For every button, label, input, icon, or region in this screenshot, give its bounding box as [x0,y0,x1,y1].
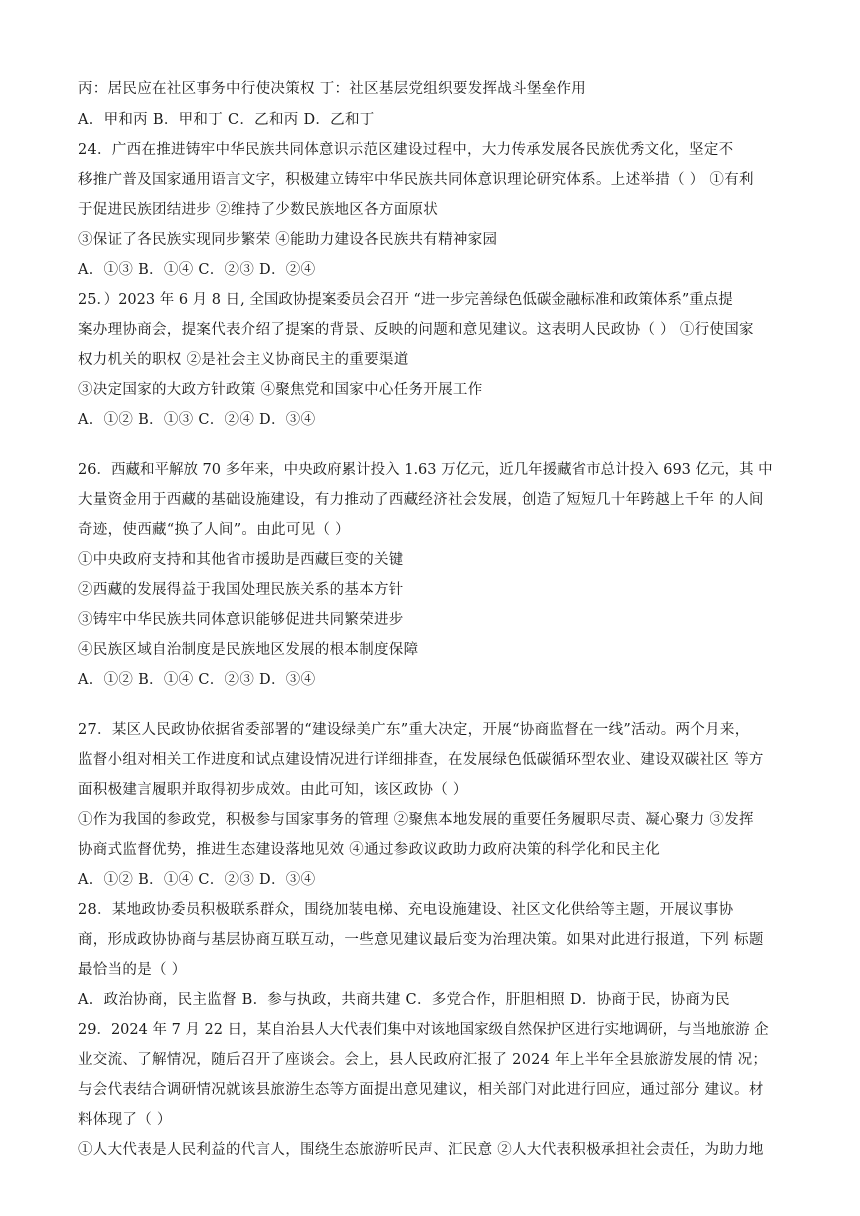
answer-options: A．①② B．①③ C．②④ D．③④ [78,412,316,428]
text-line: ②西藏的发展得益于我国处理民族关系的基本方针 [78,582,404,598]
text-line: 最恰当的是（ ） [78,962,187,978]
text-line: 协商式监督优势，推进生态建设落地见效 ④通过参政议政助力政府决策的科学化和民主化 [78,842,661,858]
question-24-stem: 24．广西在推进铸牢中华民族共同体意识示范区建设过程中，大力传承发展各民族优秀文化，坚定不 [78,142,734,158]
text-line: 权力机关的职权 ②是社会主义协商民主的重要渠道 [78,352,409,368]
text-line: 与会代表结合调研情况就该县旅游生态等方面提出意见建议，相关部门对此进行回应，通过部分 建议。材 [78,1082,764,1098]
question-28-stem: 28．某地政协委员积极联系群众，围绕加装电梯、充电设施建设、社区文化供给等主题，开展议事协 [78,902,734,918]
text-line: 商，形成政协协商与基层协商互联互动，一些意见建议最后变为治理决策。如果对此进行报道，下列 标题 [78,932,764,948]
text-line: ①中央政府支持和其他省市援助是西藏巨变的关键 [78,552,404,568]
text-line: 料体现了（ ） [78,1112,172,1128]
question-26-stem: 26．西藏和平解放 70 多年来，中央政府累计投入 1.63 万亿元，近几年援藏省市总计投入 693 亿元，其 中 [78,462,773,478]
text-line: 奇迹，使西藏“换了人间”。由此可见（ ） [78,522,350,538]
answer-options: A．①② B．①④ C．②③ D．③④ [78,872,316,888]
answer-options: A．甲和丙 B．甲和丁 C．乙和丙 D．乙和丁 [78,112,375,128]
text-line: 业交流、了解情况，随后召开了座谈会。会上，县人民政府汇报了 2024 年上半年全县旅游发展的情 况； [78,1052,768,1068]
text-line: 丙：居民应在社区事务中行使决策权 丁：社区基层党组织要发挥战斗堡垒作用 [78,81,587,97]
text-line: ③决定国家的大政方针政策 ④聚焦党和国家中心任务开展工作 [78,382,483,398]
answer-options: A．①② B．①④ C．②③ D．③④ [78,672,316,688]
question-25-stem: 25．）2023 年 6 月 8 日, 全国政协提案委员会召开 “进一步完善绿色低碳金融标准和政策体系”重点提 [78,292,733,308]
text-line: 移推广普及国家通用语言文字，积极建立铸牢中华民族共同体意识理论研究体系。上述举措（ ） ①有利 [78,172,754,188]
question-27-stem: 27．某区人民政协依据省委部署的“建设绿美广东”重大决定，开展“协商监督在一线”活动。两个月来， [78,722,750,738]
text-line: 监督小组对相关工作进度和试点建设情况进行详细排查，在发展绿色低碳循环型农业、建设双碳社区 等方 [78,752,764,768]
text-line: ①人大代表是人民利益的代言人，围绕生态旅游听民声、汇民意 ②人大代表积极承担社会责任，为助力地 [78,1142,764,1158]
text-line: ③保证了各民族实现同步繁荣 ④能助力建设各民族共有精神家园 [78,232,498,248]
text-line: 面积极建言履职并取得初步成效。由此可知，该区政协（ ） [78,782,468,798]
text-line: ④民族区域自治制度是民族地区发展的根本制度保障 [78,642,419,658]
question-29-stem: 29．2024 年 7 月 22 日，某自治县人大代表们集中对该地国家级自然保护区进行实地调研，与当地旅游 企 [78,1022,769,1038]
text-line: 大量资金用于西藏的基础设施建设，有力推动了西藏经济社会发展，创造了短短几十年跨越上千年 的人间 [78,492,764,508]
text-line: 案办理协商会，提案代表介绍了提案的背景、反映的问题和意见建议。这表明人民政协（ ） ①行使国家 [78,322,754,338]
text-line: 于促进民族团结进步 ②维持了少数民族地区各方面原状 [78,202,439,218]
text-line: ③铸牢中华民族共同体意识能够促进共同繁荣进步 [78,612,404,628]
answer-options: A．政治协商，民主监督 B．参与执政，共商共建 C．多党合作，肝胆相照 D．协商于民，协商为民 [78,992,730,1008]
answer-options: A．①③ B．①④ C．②③ D．②④ [78,262,316,278]
text-line: ①作为我国的参政党，积极参与国家事务的管理 ②聚焦本地发展的重要任务履职尽责、凝心聚力 ③发挥 [78,812,754,828]
